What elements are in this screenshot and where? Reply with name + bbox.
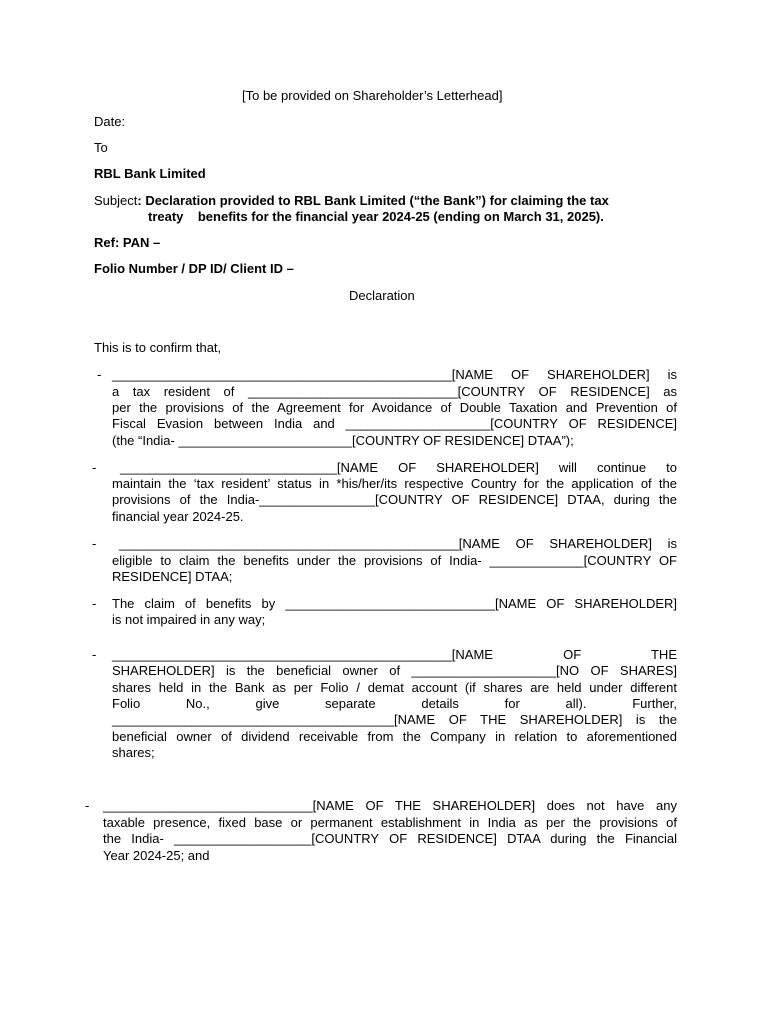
- bullet-marker: -: [97, 367, 102, 382]
- list-item-line: _______________________________________________[NAME OF SHAREHOLDER] is: [112, 367, 677, 382]
- list-item-line: taxable presence, fixed base or permanent establishment in India as per the provisions of: [103, 815, 677, 830]
- list-item-line: the India- ___________________[COUNTRY OF RESIDENCE] DTAA during the Financial: [103, 831, 677, 846]
- list-item-line: The claim of benefits by _____________________________[NAME OF SHAREHOLDER]: [112, 596, 677, 611]
- bullet-marker: -: [92, 460, 97, 475]
- list-item-line: shares held in the Bank as per Folio / demat account (if shares are held under different: [112, 680, 677, 695]
- list-item-line: _______________________________________[NAME OF THE SHAREHOLDER] is the: [112, 712, 677, 727]
- list-item-line: ______________________________[NAME OF SHAREHOLDER] will continue to: [120, 460, 677, 475]
- subject-label: Subject: [94, 193, 138, 208]
- list-item-line: financial year 2024-25.: [112, 509, 244, 524]
- list-item-line: _______________________________________________[NAME OF THE: [112, 647, 677, 662]
- bullet-marker: -: [85, 798, 90, 813]
- subject-line-2: treaty benefits for the financial year 2024-25 (ending on March 31, 2025).: [148, 209, 604, 224]
- list-item-line: _______________________________________________[NAME OF SHAREHOLDER] is: [119, 536, 677, 551]
- list-item-line: _____________________________[NAME OF THE SHAREHOLDER] does not have any: [103, 798, 677, 813]
- bullet-marker: -: [92, 596, 97, 611]
- date-label: Date:: [94, 114, 126, 129]
- list-item-line: beneficial owner of dividend receivable from the Company in relation to aforementioned: [112, 729, 677, 744]
- list-item-line: Folio No., give separate details for all). Further,: [112, 696, 677, 711]
- bullet-marker: -: [92, 536, 97, 551]
- addressee: RBL Bank Limited: [94, 166, 206, 181]
- letterhead-note: [To be provided on Shareholder’s Letterhead]: [242, 88, 503, 103]
- list-item-line: SHAREHOLDER] is the beneficial owner of ____________________[NO OF SHARES]: [112, 663, 677, 678]
- list-item-line: is not impaired in any way;: [112, 612, 266, 627]
- ref-pan: Ref: PAN –: [94, 235, 161, 250]
- list-item-line: Fiscal Evasion between India and ____________________[COUNTRY OF RESIDENCE]: [112, 416, 677, 431]
- list-item-line: Year 2024-25; and: [103, 848, 210, 863]
- list-item-line: provisions of the India-________________[COUNTRY OF RESIDENCE] DTAA, during the: [112, 492, 677, 507]
- list-item-line: per the provisions of the Agreement for Avoidance of Double Taxation and Prevention of: [112, 400, 677, 415]
- list-item-line: a tax resident of _____________________________[COUNTRY OF RESIDENCE] as: [112, 384, 677, 399]
- folio-number: Folio Number / DP ID/ Client ID –: [94, 261, 294, 276]
- to-label: To: [94, 140, 108, 155]
- subject-text-1: : Declaration provided to RBL Bank Limited (“the Bank”) for claiming the tax: [137, 193, 609, 208]
- list-item-line: shares;: [112, 745, 155, 760]
- list-item-line: (the “India- ________________________[COUNTRY OF RESIDENCE] DTAA”);: [112, 433, 574, 448]
- subject-line-1: [94, 193, 609, 209]
- list-item-line: RESIDENCE] DTAA;: [112, 569, 233, 584]
- bullet-marker: -: [92, 647, 97, 662]
- list-item-line: eligible to claim the benefits under the provisions of India- _____________[COUNTRY OF: [112, 553, 677, 568]
- declaration-title: Declaration: [349, 288, 415, 303]
- intro-text: This is to confirm that,: [94, 340, 222, 355]
- list-item-line: maintain the ‘tax resident’ status in *his/her/its respective Country for the application of the: [112, 476, 677, 491]
